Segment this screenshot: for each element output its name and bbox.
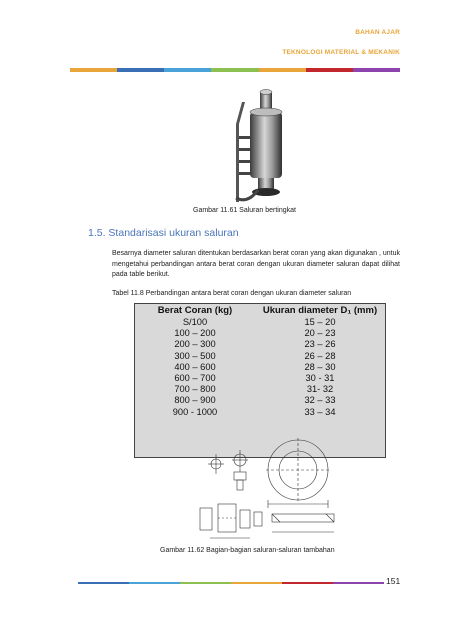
footer-line-segment bbox=[282, 582, 333, 584]
stripe-segment bbox=[353, 68, 400, 72]
table-row bbox=[135, 362, 385, 373]
table-row bbox=[135, 373, 385, 384]
diameter-cell: 33 – 34 bbox=[304, 406, 336, 417]
footer-line-segment bbox=[333, 582, 384, 584]
section-title: 1.5. Standarisasi ukuran saluran bbox=[88, 227, 239, 239]
footer-line-segment bbox=[231, 582, 282, 584]
footer-color-line bbox=[78, 582, 384, 584]
stripe-segment bbox=[117, 68, 164, 72]
casting-diameter-table bbox=[134, 303, 386, 458]
page-number: 151 bbox=[386, 576, 401, 586]
weight-cell: 200 – 300 bbox=[174, 339, 216, 350]
weight-cell: 300 – 500 bbox=[174, 350, 216, 361]
weight-cell: S/100 bbox=[182, 317, 208, 327]
footer-line-segment bbox=[180, 582, 231, 584]
table-header-row bbox=[135, 304, 385, 317]
figure2-caption: Gambar 11.62 Bagian-bagian saluran-saluran tambahan bbox=[160, 547, 335, 554]
table-row bbox=[135, 351, 385, 362]
header-title: BAHAN AJAR bbox=[355, 29, 400, 36]
weight-cell: 900 - 1000 bbox=[172, 406, 218, 417]
table-row bbox=[135, 384, 385, 395]
weight-cell: 400 – 600 bbox=[174, 361, 216, 372]
stripe-segment bbox=[70, 68, 117, 72]
table-caption: Tabel 11.8 Perbandingan antara berat coran dengan ukuran diameter saluran bbox=[112, 290, 352, 297]
table-row bbox=[135, 339, 385, 350]
diameter-cell: 26 – 28 bbox=[304, 350, 336, 361]
header-subtitle: TEKNOLOGI MATERIAL & MEKANIK bbox=[282, 49, 400, 56]
diameter-cell: 20 – 23 bbox=[304, 328, 336, 339]
weight-cell: 100 – 200 bbox=[174, 328, 216, 339]
table-row bbox=[135, 317, 385, 328]
header-color-stripe bbox=[70, 68, 400, 72]
stripe-segment bbox=[306, 68, 353, 72]
figure1-caption: Gambar 11.61 Saluran bertingkat bbox=[193, 207, 296, 214]
column-header-weight: Berat Coran (kg) bbox=[157, 305, 233, 316]
footer-line-segment bbox=[78, 582, 129, 584]
runner-parts-drawing bbox=[190, 438, 350, 544]
stripe-segment bbox=[164, 68, 211, 72]
diameter-cell: 32 – 33 bbox=[304, 395, 336, 406]
column-header-diameter: Ukuran diameter D₁ (mm) bbox=[262, 305, 378, 316]
stripe-segment bbox=[259, 68, 306, 72]
diameter-cell: 31- 32 bbox=[306, 384, 334, 395]
footer-line-segment bbox=[129, 582, 180, 584]
body-paragraph: Besarnya diameter saluran ditentukan berdasarkan berat coran yang akan digunakan , untuk mengetahui perbandingan antara berat coran dengan ukuran diameter saluran dapat dilihat pada table berikut. bbox=[112, 250, 400, 278]
table-row bbox=[135, 407, 385, 418]
weight-cell: 800 – 900 bbox=[174, 395, 216, 406]
table-row bbox=[135, 395, 385, 406]
diameter-cell: 30 - 31 bbox=[305, 373, 335, 384]
diameter-cell: 15 – 20 bbox=[304, 317, 336, 327]
stepped-runner-figure bbox=[228, 84, 292, 202]
weight-cell: 700 – 800 bbox=[174, 384, 216, 395]
table-row bbox=[135, 328, 385, 339]
stripe-segment bbox=[211, 68, 258, 72]
diameter-cell: 28 – 30 bbox=[304, 361, 336, 372]
weight-cell: 600 – 700 bbox=[174, 373, 216, 384]
diameter-cell: 23 – 26 bbox=[304, 339, 336, 350]
